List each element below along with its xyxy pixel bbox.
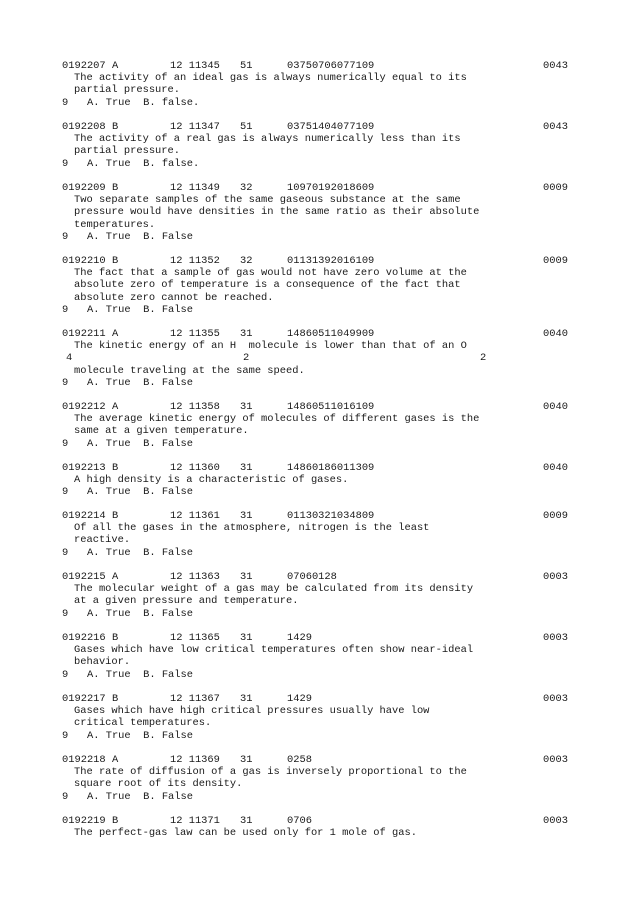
question-header [0,328,638,340]
answer-count: 9 [62,96,69,109]
answer-key: B [112,255,119,267]
category-code: 31 [240,401,253,413]
reference-code: 1429 [287,693,312,705]
question-header [0,401,638,413]
answer-options: A. True B. False [87,729,194,742]
question-block [0,255,638,315]
question-header [0,571,638,583]
question-text-line: at a given pressure and temperature. [74,595,299,608]
answer-count: 9 [62,157,69,170]
question-text-line: partial pressure. [74,84,181,97]
question-text-line: same at a given temperature. [74,425,249,438]
source-code: 0040 [543,462,568,474]
question-text-line: Of all the gases in the atmosphere, nitrogen is the least [74,522,430,535]
answer-key: A [112,328,119,340]
source-code: 0043 [543,60,568,72]
category-code: 31 [240,571,253,583]
reference-code: 10970192018609 [287,182,375,194]
question-block [0,328,638,388]
category-code: 51 [240,121,253,133]
answer-options: A. True B. False [87,790,194,803]
answer-key: A [112,571,119,583]
reference-code: 14860511016109 [287,401,375,413]
question-header [0,510,638,522]
question-id: 0192214 [62,510,106,522]
question-header [0,121,638,133]
answer-key: B [112,815,119,827]
question-block [0,571,638,631]
question-text-line: reactive. [74,534,131,547]
reference-code: 1429 [287,632,312,644]
answer-options: A. True B. false. [87,96,200,109]
category-code: 32 [240,182,253,194]
answer-options: A. True B. False [87,437,194,450]
source-code: 0003 [543,815,568,827]
category-code: 31 [240,632,253,644]
answer-options: A. True B. False [87,607,194,620]
reference-code: 01131392016109 [287,255,375,267]
question-code: 12 11367 [170,693,220,705]
question-code: 12 11363 [170,571,220,583]
answer-count: 9 [62,607,69,620]
question-text-line: absolute zero of temperature is a consequence of the fact that [74,279,461,292]
question-text-line: Gases which have high critical pressures usually have low [74,705,430,718]
answer-count: 9 [62,230,69,243]
source-code: 0040 [543,328,568,340]
question-header [0,182,638,194]
question-text-line: molecule traveling at the same speed. [74,364,305,377]
answer-key: A [112,401,119,413]
question-header [0,255,638,267]
question-id: 0192208 [62,121,106,133]
answer-key: B [112,693,119,705]
answer-key: A [112,754,119,766]
subscript-number: 4 [66,352,73,365]
question-block [0,401,638,461]
question-text-line: Gases which have low critical temperatures often show near-ideal [74,644,474,657]
question-text-line: The perfect-gas law can be used only for 1 mole of gas. [74,827,417,840]
question-code: 12 11345 [170,60,220,72]
question-text-line: critical temperatures. [74,717,212,730]
question-block [0,60,638,120]
question-text-line: The fact that a sample of gas would not have zero volume at the [74,267,467,280]
question-text-line: square root of its density. [74,778,243,791]
question-id: 0192219 [62,815,106,827]
category-code: 51 [240,60,253,72]
question-text-line: partial pressure. [74,145,181,158]
question-id: 0192207 [62,60,106,72]
question-block [0,693,638,753]
category-code: 31 [240,328,253,340]
source-code: 0009 [543,255,568,267]
question-id: 0192215 [62,571,106,583]
answer-count: 9 [62,546,69,559]
question-text-line: The rate of diffusion of a gas is inversely proportional to the [74,766,467,779]
question-block [0,121,638,181]
answer-options: A. True B. False [87,546,194,559]
subscript-number: 2 [480,352,487,365]
category-code: 31 [240,510,253,522]
question-text-line: behavior. [74,656,131,669]
answer-key: A [112,60,119,72]
source-code: 0040 [543,401,568,413]
question-header [0,462,638,474]
question-block [0,182,638,242]
answer-options: A. True B. False [87,230,194,243]
source-code: 0009 [543,182,568,194]
question-code: 12 11360 [170,462,220,474]
answer-key: B [112,121,119,133]
reference-code: 03750706077109 [287,60,375,72]
question-id: 0192218 [62,754,106,766]
question-header [0,632,638,644]
question-text-line: A high density is a characteristic of gases. [74,474,349,487]
question-code: 12 11347 [170,121,220,133]
answer-key: B [112,510,119,522]
question-header [0,693,638,705]
question-block [0,510,638,570]
question-id: 0192216 [62,632,106,644]
source-code: 0003 [543,754,568,766]
question-code: 12 11349 [170,182,220,194]
answer-count: 9 [62,486,69,499]
question-header [0,60,638,72]
question-text-line: pressure would have densities in the same ratio as their absolute [74,206,480,219]
question-block [0,754,638,814]
question-text-line: The activity of an ideal gas is always numerically equal to its [74,72,467,85]
question-code: 12 11371 [170,815,220,827]
source-code: 0043 [543,121,568,133]
answer-options: A. True B. False [87,376,194,389]
question-text-line: absolute zero cannot be reached. [74,291,274,304]
source-code: 0003 [543,571,568,583]
answer-key: B [112,632,119,644]
question-code: 12 11355 [170,328,220,340]
category-code: 31 [240,693,253,705]
question-id: 0192217 [62,693,106,705]
question-code: 12 11365 [170,632,220,644]
question-code: 12 11361 [170,510,220,522]
reference-code: 01130321034809 [287,510,375,522]
question-text-line: The kinetic energy of an H molecule is lower than that of an O [74,340,467,353]
answer-count: 9 [62,303,69,316]
question-text-line: The molecular weight of a gas may be calculated from its density [74,583,474,596]
answer-count: 9 [62,437,69,450]
answer-key: B [112,182,119,194]
answer-count: 9 [62,668,69,681]
question-header [0,754,638,766]
answer-options: A. True B. False [87,303,194,316]
subscript-number: 2 [243,352,250,365]
answer-options: A. True B. false. [87,157,200,170]
question-text-line: The average kinetic energy of molecules of different gases is the [74,413,480,426]
question-text-line: Two separate samples of the same gaseous substance at the same [74,194,461,207]
reference-code: 0706 [287,815,312,827]
question-text-line: The activity of a real gas is always numerically less than its [74,133,461,146]
reference-code: 14860511049909 [287,328,375,340]
category-code: 31 [240,754,253,766]
question-code: 12 11358 [170,401,220,413]
category-code: 32 [240,255,253,267]
question-id: 0192210 [62,255,106,267]
question-code: 12 11352 [170,255,220,267]
answer-count: 9 [62,729,69,742]
question-text-line: temperatures. [74,218,156,231]
reference-code: 0258 [287,754,312,766]
question-id: 0192213 [62,462,106,474]
source-code: 0009 [543,510,568,522]
question-id: 0192211 [62,328,106,340]
category-code: 31 [240,815,253,827]
reference-code: 03751404077109 [287,121,375,133]
reference-code: 07060128 [287,571,337,583]
answer-options: A. True B. False [87,486,194,499]
question-code: 12 11369 [170,754,220,766]
question-id: 0192209 [62,182,106,194]
question-header [0,815,638,827]
question-block [0,632,638,692]
answer-count: 9 [62,790,69,803]
category-code: 31 [240,462,253,474]
source-code: 0003 [543,693,568,705]
question-id: 0192212 [62,401,106,413]
answer-options: A. True B. False [87,668,194,681]
answer-key: B [112,462,119,474]
reference-code: 14860186011309 [287,462,375,474]
question-block [0,815,638,875]
source-code: 0003 [543,632,568,644]
answer-count: 9 [62,376,69,389]
